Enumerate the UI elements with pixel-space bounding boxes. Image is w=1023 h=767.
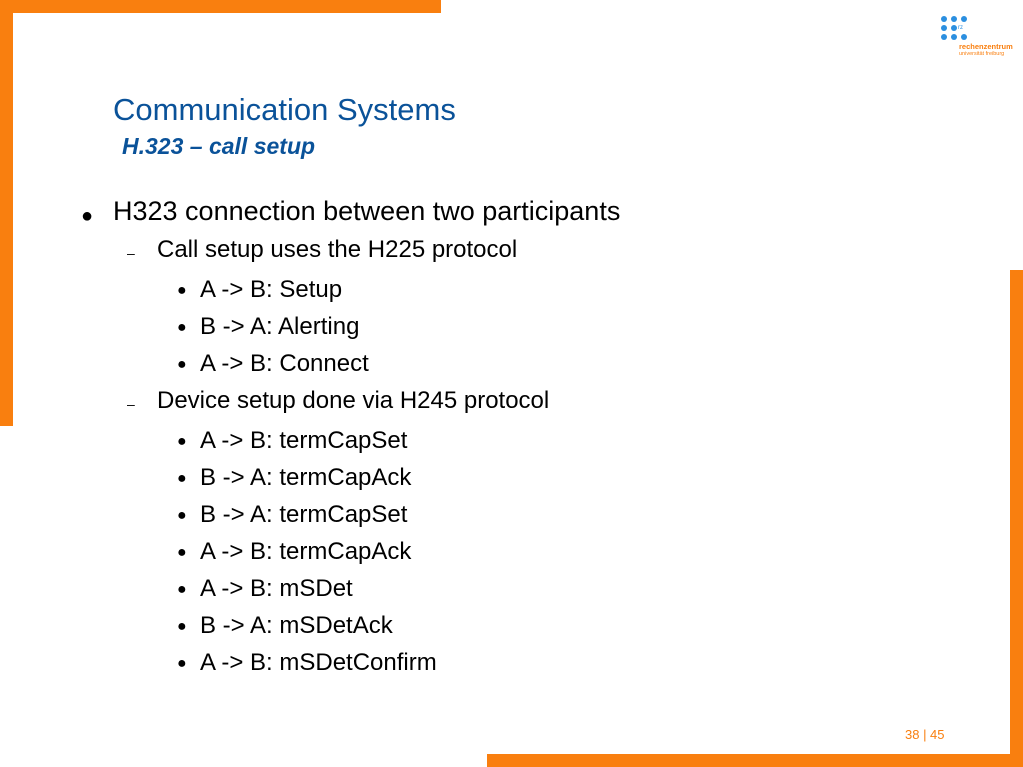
slide-subtitle: H.323 – call setup: [122, 133, 316, 159]
page-number: 38 | 45: [905, 727, 945, 742]
logo-tag: rz: [958, 25, 963, 31]
bullet-marker: ●: [177, 618, 187, 635]
sub-sub-bullet-item: A -> B: Connect: [200, 350, 369, 377]
right-orange-bar: [1010, 270, 1023, 767]
top-orange-bar: [0, 0, 441, 13]
logo-name: rechenzentrum: [959, 42, 1013, 51]
sub-sub-bullet-item: A -> B: termCapAck: [200, 538, 412, 565]
sub-sub-bullet-item: B -> A: mSDetAck: [200, 612, 393, 639]
sub-sub-bullet-item: B -> A: termCapSet: [200, 501, 408, 528]
bullet-marker: ●: [177, 433, 187, 450]
logo-subtitle: universität freiburg: [959, 51, 1005, 57]
sub-sub-bullet-item: A -> B: mSDetConfirm: [200, 649, 437, 676]
dash-marker: –: [127, 396, 135, 412]
bullet-marker: ●: [177, 356, 187, 373]
sub-sub-bullet-item: A -> B: termCapSet: [200, 427, 408, 454]
dash-marker: –: [127, 245, 135, 261]
slide-title: Communication Systems: [113, 92, 456, 127]
sub-bullet-item: Device setup done via H245 protocol: [157, 387, 550, 414]
sub-bullet-item: Call setup uses the H225 protocol: [157, 236, 518, 263]
bottom-orange-bar: [487, 754, 1023, 767]
bullet-marker: ●: [177, 544, 187, 561]
bullet-marker: ●: [81, 205, 94, 227]
sub-sub-bullet-item: B -> A: Alerting: [200, 313, 360, 340]
bullet-marker: ●: [177, 507, 187, 524]
sub-sub-bullet-item: A -> B: mSDet: [200, 575, 353, 602]
bullet-marker: ●: [177, 470, 187, 487]
rechenzentrum-logo: [938, 14, 1018, 64]
bullet-marker: ●: [177, 319, 187, 336]
left-orange-bar: [0, 0, 13, 426]
sub-sub-bullet-item: B -> A: termCapAck: [200, 464, 412, 491]
bullet-marker: ●: [177, 581, 187, 598]
bullet-marker: ●: [177, 282, 187, 299]
sub-sub-bullet-item: A -> B: Setup: [200, 276, 343, 303]
bullet-marker: ●: [177, 655, 187, 672]
bullet-item: H323 connection between two participants: [113, 196, 621, 226]
